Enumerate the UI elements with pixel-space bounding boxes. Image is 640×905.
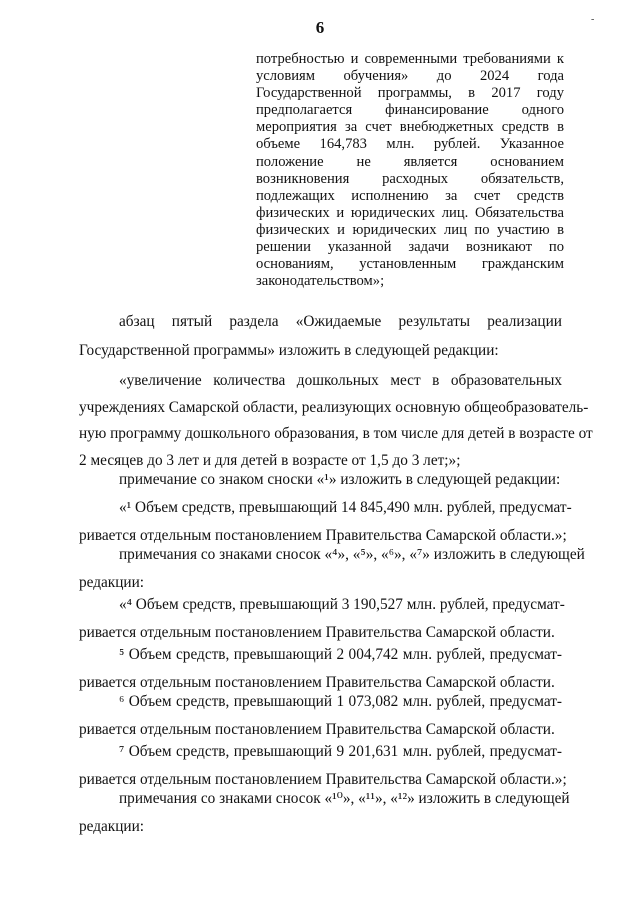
- paragraph-line: ривается отдельным постановлением Правительства Самарской области.: [79, 624, 555, 641]
- paragraph: [79, 308, 562, 365]
- quoted-block-line: законодательством»;: [256, 273, 385, 290]
- quoted-block-line: потребностью и современными требованиями к: [256, 51, 564, 67]
- quoted-block-line: физических и юридических лиц по участию в: [256, 221, 564, 238]
- paragraph-line: ривается отдельным постановлением Правительства Самарской области.»;: [79, 771, 567, 788]
- paragraph-line: учреждениях Самарской области, реализующих основную общеобразователь-: [79, 398, 589, 416]
- paragraph-line: ривается отдельным постановлением Правительства Самарской области.»;: [79, 527, 567, 544]
- paragraph-line: ривается отдельным постановлением Правительства Самарской области.: [79, 721, 555, 738]
- quoted-block-line: условиям обучения» до 2024 года: [256, 68, 564, 85]
- paragraph-line: Государственной программы» изложить в следующей редакции:: [79, 341, 499, 359]
- paragraph-line: примечания со знаками сносок «¹⁰», «¹¹», «¹²» изложить в следующей: [119, 790, 570, 807]
- paragraph-line: «⁴ Объем средств, превышающий 3 190,527 млн. рублей, предусмат-: [119, 596, 565, 613]
- paragraph-line: 2 месяцев до 3 лет и для детей в возрасте от 1,5 до 3 лет;»;: [79, 451, 461, 469]
- paragraph: [79, 466, 562, 494]
- paragraph-line: ⁵ Объем средств, превышающий 2 004,742 млн. рублей, предусмат-: [119, 646, 562, 663]
- quoted-block-line: возникновения расходных обязательств,: [256, 170, 564, 187]
- quoted-block-line: физических и юридических лиц. Обязательства: [256, 204, 564, 221]
- paragraph-line: ⁷ Объем средств, превышающий 9 201,631 млн. рублей, предусмат-: [119, 743, 562, 760]
- paragraph-line: абзац пятый раздела «Ожидаемые результаты реализации: [119, 313, 562, 330]
- quoted-block: [256, 51, 564, 290]
- paragraph-line: редакции:: [79, 574, 145, 591]
- paragraph: [79, 591, 565, 647]
- paragraph-line: «увеличение количества дошкольных мест в образовательных: [119, 372, 562, 389]
- paragraph: [79, 541, 585, 597]
- quoted-block-line: основаниям, установленным гражданским: [256, 256, 564, 273]
- quoted-block-line: Государственной программы, в 2017 году: [256, 85, 564, 102]
- paragraph: [79, 368, 593, 474]
- quoted-block-line: положение не является основанием: [256, 153, 564, 170]
- paragraph-line: ривается отдельным постановлением Правительства Самарской области.: [79, 674, 555, 691]
- paragraph-line: примечание со знаком сноски «¹» изложить в следующей редакции:: [119, 471, 561, 488]
- quoted-block-line: объеме 164,783 млн. рублей. Указанное: [256, 136, 564, 153]
- quoted-block-line: подлежащих исполнению за счет средств: [256, 187, 564, 204]
- paragraph-line: редакции:: [79, 818, 145, 835]
- quoted-block-line: предполагается финансирование одного: [256, 102, 564, 119]
- corner-mark: -: [591, 14, 595, 25]
- quoted-block-line: мероприятия за счет внебюджетных средств в: [256, 119, 564, 136]
- paragraph-line: ⁶ Объем средств, превышающий 1 073,082 млн. рублей, предусмат-: [119, 693, 562, 710]
- paragraph: [79, 785, 570, 841]
- paragraph-line: примечания со знаками сносок «⁴», «⁵», «⁶», «⁷» изложить в следующей: [119, 546, 585, 563]
- quoted-block-line: решении указанной задачи возникают по: [256, 239, 564, 256]
- paragraph: [79, 688, 562, 744]
- paragraph-line: ную программу дошкольного образования, в том числе для детей в возрасте от: [79, 425, 593, 442]
- page-number: 6: [315, 18, 325, 37]
- paragraph-line: «¹ Объем средств, превышающий 14 845,490 млн. рублей, предусмат-: [119, 499, 572, 516]
